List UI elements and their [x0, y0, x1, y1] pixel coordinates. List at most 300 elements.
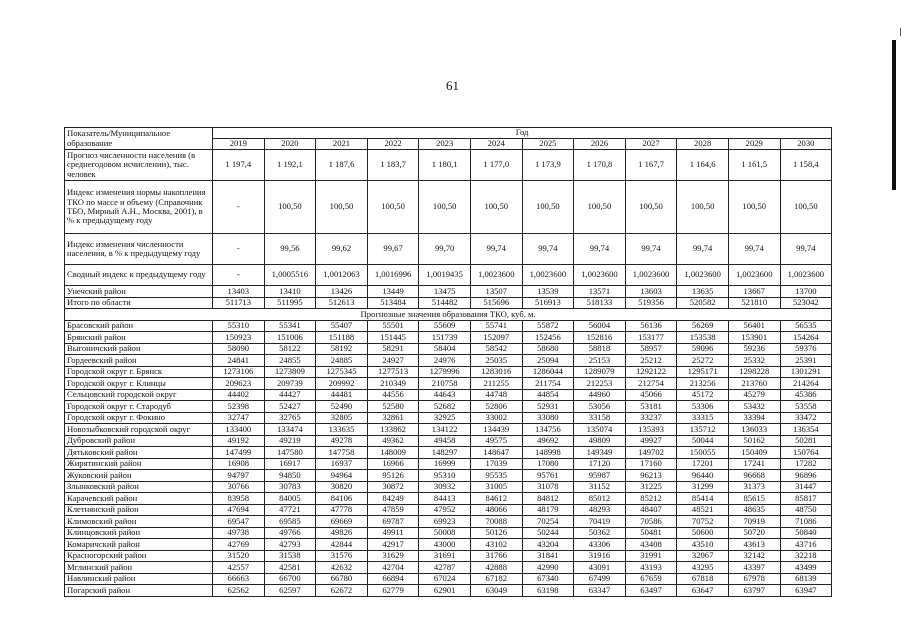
indicator-row: [65, 265, 832, 286]
district-value: 48293: [574, 504, 626, 516]
district-value: 62672: [316, 585, 368, 597]
district-value: 44960: [574, 389, 626, 401]
indicator-value: 13667: [728, 286, 780, 298]
district-value: 32925: [419, 412, 471, 424]
district-value: 69547: [213, 516, 265, 528]
waste-forecast-table: [64, 127, 832, 597]
table-row: [65, 412, 832, 424]
district-value: 67340: [522, 573, 574, 585]
indicator-value: 1,0023600: [522, 265, 574, 286]
district-value: 53558: [780, 401, 832, 413]
district-value: 31691: [419, 550, 471, 562]
indicator-value: 1,0023600: [574, 265, 626, 286]
indicator-label: Индекс изменения численности населения, в % к предыдущему году: [65, 234, 213, 265]
indicator-value: 520582: [677, 297, 729, 309]
district-value: 48750: [780, 504, 832, 516]
district-value: 33080: [522, 412, 574, 424]
district-value: 133635: [316, 424, 368, 436]
indicator-value: 1,0023600: [780, 265, 832, 286]
indicator-value: 515696: [470, 297, 522, 309]
district-value: 43193: [625, 562, 677, 574]
district-value: 31078: [522, 481, 574, 493]
district-value: 63797: [728, 585, 780, 597]
indicator-label: Сводный индекс к предыдущему году: [65, 265, 213, 286]
table-row: [65, 573, 832, 585]
district-value: 59096: [677, 343, 729, 355]
district-value: 148009: [367, 447, 419, 459]
district-value: 48407: [625, 504, 677, 516]
district-value: 96440: [677, 470, 729, 482]
district-name: Погарский район: [65, 585, 213, 597]
indicator-value: 99,70: [419, 234, 471, 265]
district-value: 150409: [728, 447, 780, 459]
table-row: [65, 435, 832, 447]
district-value: 17120: [574, 458, 626, 470]
table-row: [65, 516, 832, 528]
district-value: 67978: [728, 573, 780, 585]
district-value: 44402: [213, 389, 265, 401]
indicator-value: 516913: [522, 297, 574, 309]
district-value: 55872: [522, 320, 574, 332]
district-value: 24976: [419, 355, 471, 367]
district-value: 56535: [780, 320, 832, 332]
indicator-value: 1,0005516: [264, 265, 316, 286]
indicator-row: [65, 181, 832, 234]
district-value: 149349: [574, 447, 626, 459]
district-value: 43306: [574, 539, 626, 551]
indicator-value: 1 197,4: [213, 150, 265, 181]
indicator-value: 13539: [522, 286, 574, 298]
district-value: 43102: [470, 539, 522, 551]
district-value: 67659: [625, 573, 677, 585]
district-value: 53181: [625, 401, 677, 413]
district-value: 96213: [625, 470, 677, 482]
district-value: 62562: [213, 585, 265, 597]
table-row: [65, 355, 832, 367]
district-name: Клинцовский район: [65, 527, 213, 539]
district-value: 30932: [419, 481, 471, 493]
district-value: 42557: [213, 562, 265, 574]
district-name: Выгоничский район: [65, 343, 213, 355]
indicator-value: 1 164,6: [677, 150, 729, 181]
header-year-group: Год: [213, 128, 832, 139]
district-value: 66780: [316, 573, 368, 585]
district-value: 150055: [677, 447, 729, 459]
district-value: 25332: [728, 355, 780, 367]
district-value: 83958: [213, 493, 265, 505]
district-value: 149702: [625, 447, 677, 459]
district-name: Городской округ г. Стародуб: [65, 401, 213, 413]
district-value: 42632: [316, 562, 368, 574]
indicator-value: 1 192,1: [264, 150, 316, 181]
indicator-value: 1 187,6: [316, 150, 368, 181]
district-value: 58818: [574, 343, 626, 355]
district-value: 58291: [367, 343, 419, 355]
district-value: 147580: [264, 447, 316, 459]
district-value: 95310: [419, 470, 471, 482]
district-value: 49692: [522, 435, 574, 447]
district-value: 43000: [419, 539, 471, 551]
indicator-value: 1 161,5: [728, 150, 780, 181]
district-value: 70752: [677, 516, 729, 528]
district-value: 133474: [264, 424, 316, 436]
district-value: 24885: [316, 355, 368, 367]
district-value: 48521: [677, 504, 729, 516]
district-value: 154264: [780, 332, 832, 344]
district-value: 1273809: [264, 366, 316, 378]
district-name: Жуковский район: [65, 470, 213, 482]
indicator-value: 1 158,4: [780, 150, 832, 181]
year-header: 2024: [470, 139, 522, 150]
indicator-value: 1,0016996: [367, 265, 419, 286]
district-value: 67024: [419, 573, 471, 585]
indicator-value: 100,50: [728, 181, 780, 234]
district-value: 68139: [780, 573, 832, 585]
district-value: 69787: [367, 516, 419, 528]
district-value: 69669: [316, 516, 368, 528]
indicator-row: [65, 150, 832, 181]
district-value: 50720: [728, 527, 780, 539]
district-value: 47778: [316, 504, 368, 516]
district-value: 16966: [367, 458, 419, 470]
district-value: 153538: [677, 332, 729, 344]
district-value: 44556: [367, 389, 419, 401]
district-value: 136033: [728, 424, 780, 436]
indicator-value: 100,50: [677, 181, 729, 234]
district-name: Брасовский район: [65, 320, 213, 332]
district-value: 55609: [419, 320, 471, 332]
district-value: 212253: [574, 378, 626, 390]
district-value: 209623: [213, 378, 265, 390]
district-name: Мглинский район: [65, 562, 213, 574]
district-value: 48066: [470, 504, 522, 516]
table-row: [65, 470, 832, 482]
district-value: 56136: [625, 320, 677, 332]
district-value: 58122: [264, 343, 316, 355]
district-value: 95126: [367, 470, 419, 482]
district-value: 42844: [316, 539, 368, 551]
district-value: 25391: [780, 355, 832, 367]
year-header: 2021: [316, 139, 368, 150]
district-value: 153177: [625, 332, 677, 344]
scan-margin-bar: [892, 40, 896, 190]
district-value: 31005: [470, 481, 522, 493]
district-value: 32765: [264, 412, 316, 424]
district-value: 95987: [574, 470, 626, 482]
indicator-value: 13507: [470, 286, 522, 298]
indicator-label: Прогноз численности населения (в среднегодовом исчислении), тыс. человек: [65, 150, 213, 181]
district-value: 32747: [213, 412, 265, 424]
district-value: 151739: [419, 332, 471, 344]
indicator-value: 513484: [367, 297, 419, 309]
district-value: 134756: [522, 424, 574, 436]
district-value: 94850: [264, 470, 316, 482]
district-name: Красногорский район: [65, 550, 213, 562]
district-value: 71086: [780, 516, 832, 528]
indicator-value: 13475: [419, 286, 471, 298]
district-value: 52427: [264, 401, 316, 413]
district-value: 50162: [728, 435, 780, 447]
district-value: 50362: [574, 527, 626, 539]
district-value: 58542: [470, 343, 522, 355]
district-value: 1273106: [213, 366, 265, 378]
district-value: 69585: [264, 516, 316, 528]
district-value: 209739: [264, 378, 316, 390]
district-value: 134439: [470, 424, 522, 436]
district-value: 30820: [316, 481, 368, 493]
district-value: 42787: [419, 562, 471, 574]
district-value: 70919: [728, 516, 780, 528]
district-value: 148647: [470, 447, 522, 459]
district-value: 96668: [728, 470, 780, 482]
indicator-value: 99,74: [574, 234, 626, 265]
district-value: 58680: [522, 343, 574, 355]
table-row: [65, 366, 832, 378]
district-value: 43204: [522, 539, 574, 551]
district-value: 50481: [625, 527, 677, 539]
district-value: 16937: [316, 458, 368, 470]
district-value: 70586: [625, 516, 677, 528]
district-value: 1277513: [367, 366, 419, 378]
district-value: 151006: [264, 332, 316, 344]
district-value: 211255: [470, 378, 522, 390]
district-value: 50600: [677, 527, 729, 539]
district-value: 25153: [574, 355, 626, 367]
district-value: 49927: [625, 435, 677, 447]
district-value: 31766: [470, 550, 522, 562]
district-value: 32861: [367, 412, 419, 424]
district-value: 31225: [625, 481, 677, 493]
district-name: Климовский район: [65, 516, 213, 528]
district-value: 84612: [470, 493, 522, 505]
indicator-value: 1 180,1: [419, 150, 471, 181]
district-value: 45066: [625, 389, 677, 401]
district-value: 44854: [522, 389, 574, 401]
table-row: [65, 343, 832, 355]
district-value: 63497: [625, 585, 677, 597]
table-row: [65, 389, 832, 401]
indicator-value: 100,50: [316, 181, 368, 234]
indicator-value: 99,67: [367, 234, 419, 265]
table-row: [65, 562, 832, 574]
district-value: 96896: [780, 470, 832, 482]
district-value: 148297: [419, 447, 471, 459]
district-value: 59376: [780, 343, 832, 355]
district-value: 53432: [728, 401, 780, 413]
district-value: 67499: [574, 573, 626, 585]
district-value: 43499: [780, 562, 832, 574]
district-value: 95535: [470, 470, 522, 482]
district-value: 17039: [470, 458, 522, 470]
district-value: 33315: [677, 412, 729, 424]
district-value: 1298228: [728, 366, 780, 378]
district-value: 55741: [470, 320, 522, 332]
district-value: 85012: [574, 493, 626, 505]
district-value: 42888: [470, 562, 522, 574]
district-value: 45172: [677, 389, 729, 401]
table-row: [65, 585, 832, 597]
table-row: [65, 320, 832, 332]
table-row: [65, 447, 832, 459]
district-value: 31629: [367, 550, 419, 562]
district-value: 153901: [728, 332, 780, 344]
indicator-value: 512613: [316, 297, 368, 309]
indicator-value: 100,50: [522, 181, 574, 234]
table-row: [65, 504, 832, 516]
district-name: Клетнянский район: [65, 504, 213, 516]
district-value: 30783: [264, 481, 316, 493]
district-value: 32805: [316, 412, 368, 424]
indicator-value: 1,0023600: [677, 265, 729, 286]
district-value: 16917: [264, 458, 316, 470]
district-value: 43091: [574, 562, 626, 574]
district-value: 17080: [522, 458, 574, 470]
indicator-value: 13700: [780, 286, 832, 298]
district-value: 43397: [728, 562, 780, 574]
district-value: 214264: [780, 378, 832, 390]
district-value: 42990: [522, 562, 574, 574]
indicator-value: 13449: [367, 286, 419, 298]
district-value: 25035: [470, 355, 522, 367]
header-label: Показатель/Муниципальное образование: [65, 128, 213, 150]
district-value: 31152: [574, 481, 626, 493]
district-value: 42793: [264, 539, 316, 551]
district-value: 151188: [316, 332, 368, 344]
district-value: 152816: [574, 332, 626, 344]
indicator-label: Унечский район: [65, 286, 213, 298]
district-value: 59236: [728, 343, 780, 355]
year-header: 2019: [213, 139, 265, 150]
district-value: 58192: [316, 343, 368, 355]
district-value: 25212: [625, 355, 677, 367]
district-name: Жирятинский район: [65, 458, 213, 470]
indicator-value: 1 167,7: [625, 150, 677, 181]
indicator-value: 1,0023600: [728, 265, 780, 286]
district-value: 49826: [316, 527, 368, 539]
table-row: [65, 481, 832, 493]
district-value: 30872: [367, 481, 419, 493]
table-row: [65, 458, 832, 470]
district-value: 49738: [213, 527, 265, 539]
district-value: 32218: [780, 550, 832, 562]
district-value: 1295171: [677, 366, 729, 378]
district-value: 31538: [264, 550, 316, 562]
district-value: 210758: [419, 378, 471, 390]
scan-edge-mark: [900, 28, 901, 36]
district-value: 42769: [213, 539, 265, 551]
district-value: 210349: [367, 378, 419, 390]
indicator-value: 99,74: [522, 234, 574, 265]
district-name: Дубровский район: [65, 435, 213, 447]
district-value: 17160: [625, 458, 677, 470]
district-value: 50008: [419, 527, 471, 539]
district-value: 94964: [316, 470, 368, 482]
district-value: 213760: [728, 378, 780, 390]
indicator-row: [65, 297, 832, 309]
district-value: 42704: [367, 562, 419, 574]
table-row: [65, 527, 832, 539]
district-value: 55310: [213, 320, 265, 332]
district-value: 69923: [419, 516, 471, 528]
district-value: 49766: [264, 527, 316, 539]
district-value: 30766: [213, 481, 265, 493]
indicator-value: 13403: [213, 286, 265, 298]
district-value: 85414: [677, 493, 729, 505]
district-value: 43613: [728, 539, 780, 551]
district-value: 63049: [470, 585, 522, 597]
district-value: 31576: [316, 550, 368, 562]
district-value: 52806: [470, 401, 522, 413]
district-value: 49219: [264, 435, 316, 447]
indicator-value: 1 173,9: [522, 150, 574, 181]
year-header: 2023: [419, 139, 471, 150]
indicator-value: 511713: [213, 297, 265, 309]
district-value: 43716: [780, 539, 832, 551]
indicator-value: 521810: [728, 297, 780, 309]
district-name: Навлинский район: [65, 573, 213, 585]
district-value: 53056: [574, 401, 626, 413]
district-value: 84005: [264, 493, 316, 505]
district-value: 85212: [625, 493, 677, 505]
year-header: 2026: [574, 139, 626, 150]
district-value: 49911: [367, 527, 419, 539]
district-value: 43510: [677, 539, 729, 551]
district-value: 135074: [574, 424, 626, 436]
district-value: 147758: [316, 447, 368, 459]
district-value: 24841: [213, 355, 265, 367]
district-value: 31991: [625, 550, 677, 562]
district-value: 32142: [728, 550, 780, 562]
indicator-value: 514482: [419, 297, 471, 309]
district-name: Сельцовский городской округ: [65, 389, 213, 401]
district-value: 84106: [316, 493, 368, 505]
district-value: 94797: [213, 470, 265, 482]
indicator-value: 519356: [625, 297, 677, 309]
district-value: 58957: [625, 343, 677, 355]
indicator-value: 99,74: [625, 234, 677, 265]
district-value: 1279996: [419, 366, 471, 378]
district-value: 50044: [677, 435, 729, 447]
indicator-value: 523042: [780, 297, 832, 309]
table-row: [65, 424, 832, 436]
indicator-value: 1,0023600: [625, 265, 677, 286]
district-value: 56401: [728, 320, 780, 332]
district-value: 52580: [367, 401, 419, 413]
district-value: 63198: [522, 585, 574, 597]
indicator-label: Индекс изменения нормы накопления ТКО по массе и объему (Справочник ТБО, Мирный А.Н., Москва, 2001), в % к предыдущему году: [65, 181, 213, 234]
year-header: 2025: [522, 139, 574, 150]
district-value: 31520: [213, 550, 265, 562]
indicator-value: 1 170,8: [574, 150, 626, 181]
district-value: 63647: [677, 585, 729, 597]
indicator-value: 99,56: [264, 234, 316, 265]
district-value: 45386: [780, 389, 832, 401]
district-value: 16999: [419, 458, 471, 470]
district-value: 24855: [264, 355, 316, 367]
district-value: 55407: [316, 320, 368, 332]
indicator-value: 99,74: [677, 234, 729, 265]
district-value: 135712: [677, 424, 729, 436]
district-value: 63347: [574, 585, 626, 597]
district-value: 63947: [780, 585, 832, 597]
district-value: 70088: [470, 516, 522, 528]
section-title: Прогнозные значения образования ТКО, куб. м.: [65, 309, 832, 321]
district-value: 134122: [419, 424, 471, 436]
district-value: 66894: [367, 573, 419, 585]
district-value: 16908: [213, 458, 265, 470]
indicator-value: 13410: [264, 286, 316, 298]
district-value: 56269: [677, 320, 729, 332]
